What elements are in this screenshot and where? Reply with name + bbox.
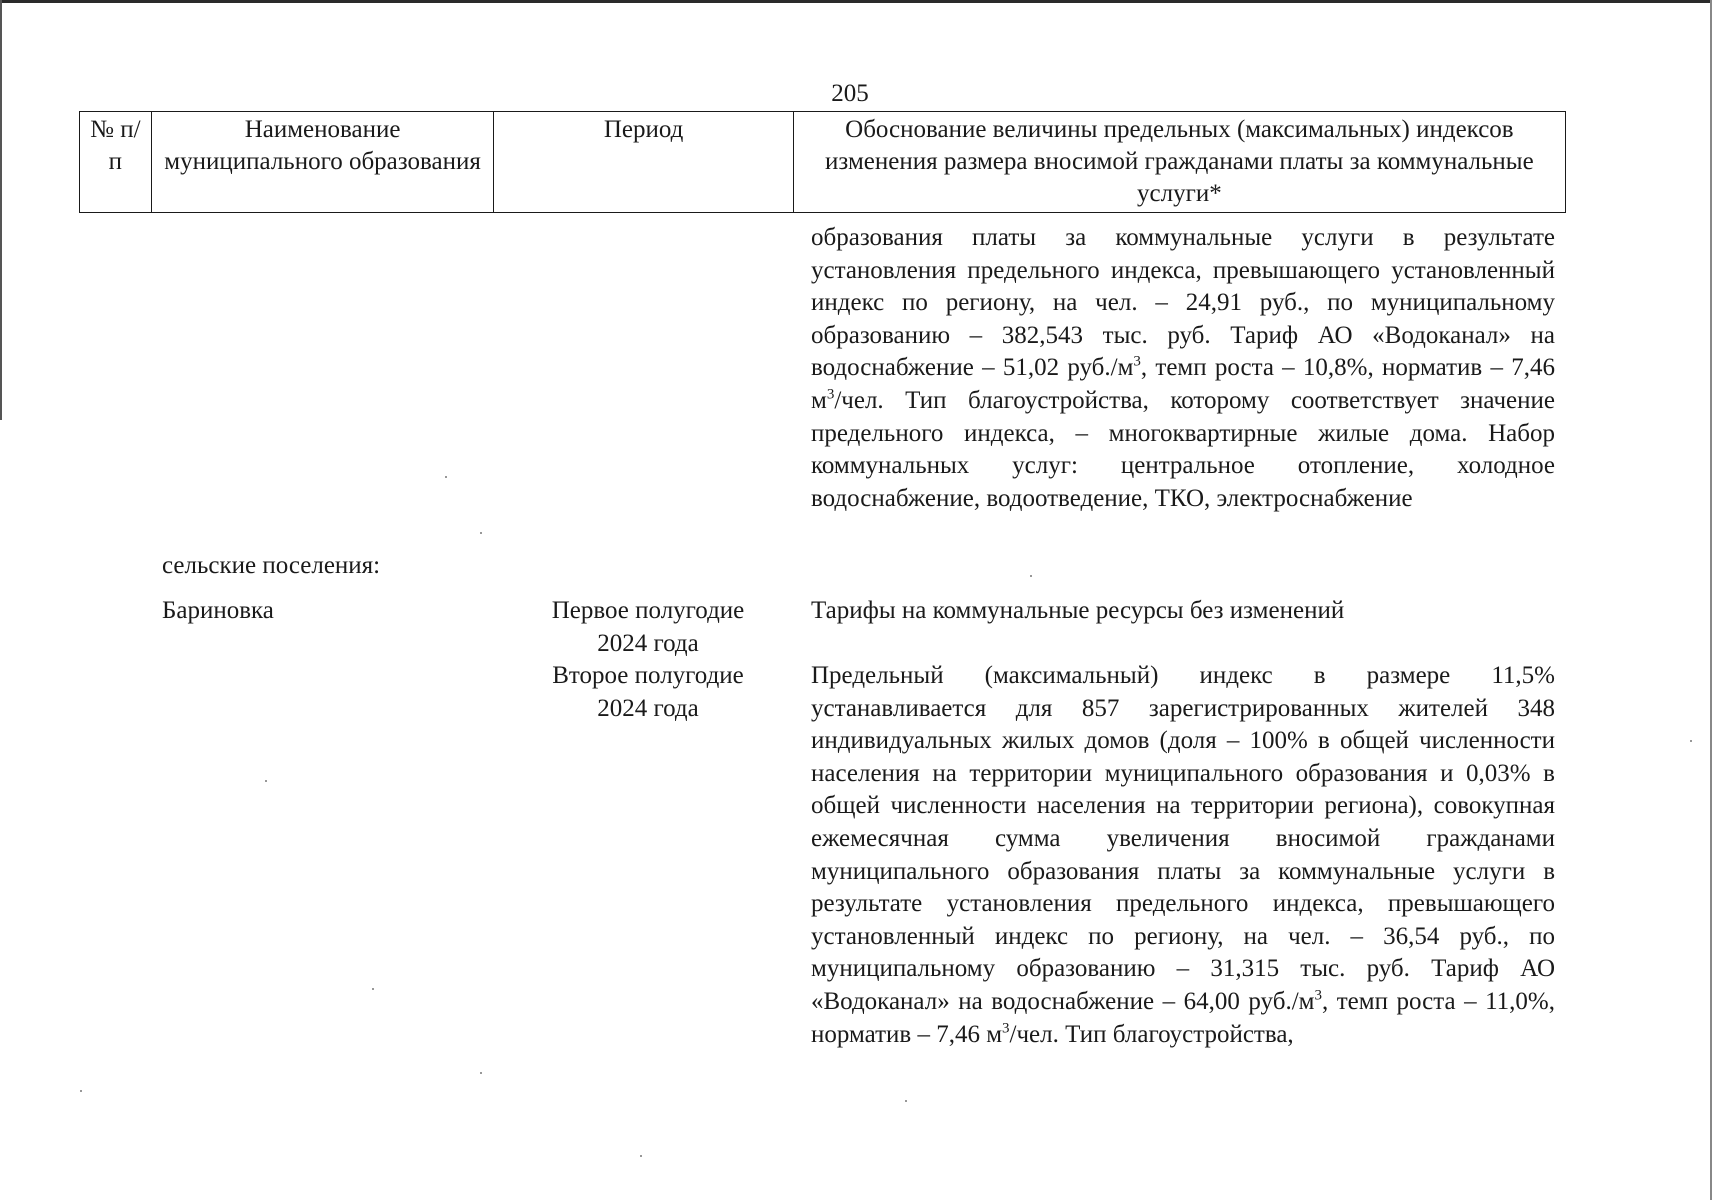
page-number: 205 — [831, 80, 869, 107]
scan-speck — [1030, 575, 1032, 577]
scan-speck — [480, 532, 482, 534]
basis-second-text-2: , темп роста – 11,0%, норматив – 7,46 м — [811, 987, 1555, 1048]
header-col-municipality: Наименование муниципального образования — [151, 112, 494, 213]
basis-second-sup-1: 3 — [1314, 987, 1322, 1004]
header-col-period: Период — [494, 112, 793, 213]
scan-speck — [905, 1100, 907, 1102]
continuation-sup-1: 3 — [1133, 354, 1141, 371]
scan-speck — [265, 780, 267, 782]
header-col-number: № п/п — [80, 112, 152, 213]
continuation-text-2: , темп роста – 10,8%, норматив – 7,46 м — [811, 354, 1555, 414]
basis-second-text-1: Предельный (максимальный) индекс в размере 11,5% устанавливается для 857 зарегистрированных жителей 348 индивидуальных жилых домов (доля – 100% в общей численности населения на территории муниципального образования и 0,03% в общей численности населения на территории региона), совокупная ежемесячная сумма увеличения вносимой гражданами муниципального образования платы за коммунальные услуги в результате установления предельного индекса, превышающего установленный индекс по региону, на чел. – 36,54 руб., по муниципальному образованию – 31,315 тыс. руб. Тариф АО «Водоканал» на водоснабжение – 64,00 руб./м — [811, 662, 1555, 1015]
basis-second-sup-2: 3 — [1002, 1020, 1010, 1037]
scan-speck — [480, 1072, 482, 1074]
continuation-text-1: образования платы за коммунальные услуги в результате установления предельного индекса, превышающего установленный индекс по региону, на чел. – 24,91 руб., по муниципальному образованию – 382,543 тыс. руб. Тариф АО «Водоканал» на водоснабжение – 51,02 руб./м — [811, 224, 1555, 382]
header-col-basis: Обоснование величины предельных (максимальных) индексов изменения размера вносимой гражданами платы за коммунальные услуги* — [793, 112, 1565, 213]
scan-speck — [1690, 740, 1692, 742]
page-edge-top — [0, 0, 1712, 3]
settlement-name: Бариновка — [162, 597, 274, 624]
continuation-text-3: /чел. Тип благоустройства, которому соответствует значение предельного индекса, – многоквартирные жилые дома. Набор коммунальных услуг: центральное отопление, холодное водоснабжение, водоотведение, ТКО, электроснабжение — [811, 386, 1555, 512]
period-first-half: Первое полугодие 2024 года — [551, 597, 745, 657]
basis-second-text-3: /чел. Тип благоустройства, — [1009, 1020, 1294, 1048]
continuation-sup-2: 3 — [826, 386, 835, 403]
period-second-half: Второе полугодие 2024 года — [552, 662, 744, 722]
table-header-row — [80, 112, 1566, 213]
scan-speck — [640, 1155, 642, 1157]
scan-speck — [445, 476, 447, 478]
scan-speck — [372, 988, 374, 990]
scan-speck — [80, 1090, 82, 1092]
basis-first-half: Тарифы на коммунальные ресурсы без изменений — [811, 597, 1345, 624]
section-label-rural-settlements: сельские поселения: — [162, 552, 381, 579]
table-header — [79, 111, 1566, 213]
basis-second-half — [811, 660, 1555, 1051]
continuation-paragraph — [811, 222, 1555, 515]
page-edge-left — [0, 0, 2, 420]
